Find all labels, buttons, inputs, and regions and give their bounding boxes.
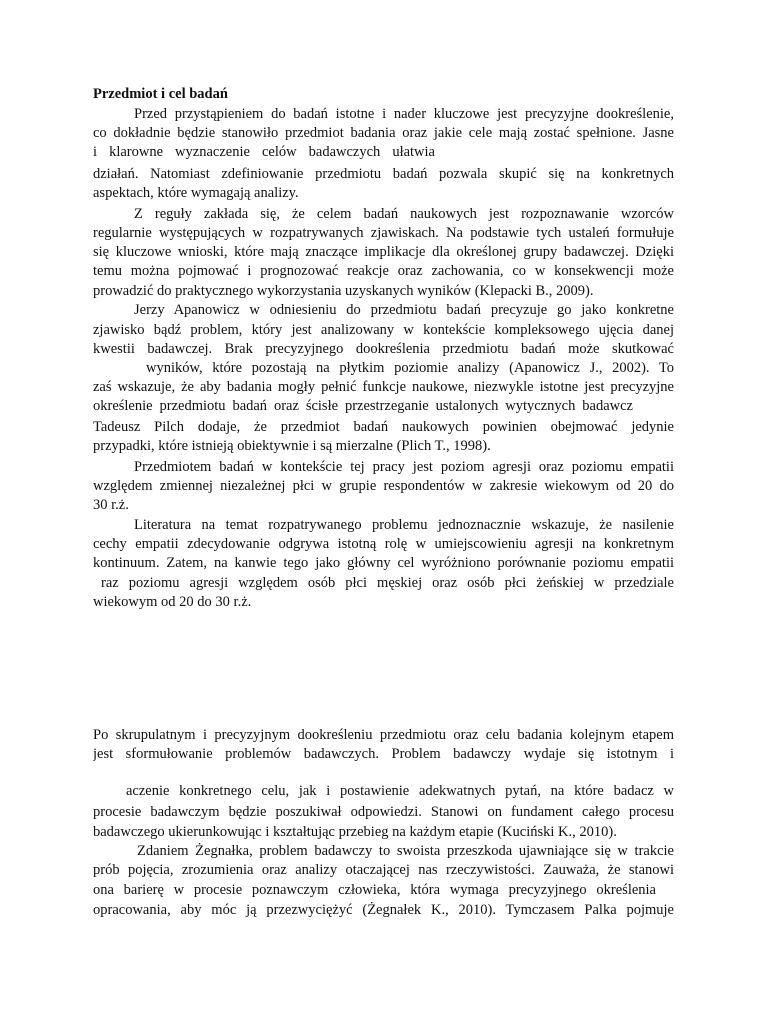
text-line: określenie przedmiotu badań oraz ścisłe przestrzeganie ustalonych wytycznych badawcz [93, 398, 633, 414]
text-line: aczenie konkretnego celu, jak i postawienie adekwatnych pytań, na które badacz w [126, 783, 674, 799]
text-line: wiekowym od 20 do 30 r.ż. [93, 594, 252, 610]
section-heading: Przedmiot i cel badań [93, 86, 228, 102]
text-line: prowadzić do praktycznego wykorzystania uzyskanych wyników (Klepacki B., 2009). [93, 283, 594, 299]
text-line: regularnie występujących w rozpatrywanych zjawiskach. Na podstawie tych ustaleń formułuje [93, 225, 674, 241]
text-line: zaś wskazuje, że aby badania mogły pełnić funkcje naukowe, niezwykle istotne jest precyzyjne [93, 379, 674, 395]
text-line: raz poziomu agresji względem osób płci męskiej oraz osób płci żeńskiej w przedziale [101, 575, 674, 591]
text-line: Tadeusz Pilch dodaje, że przedmiot badań naukowych powinien obejmować jedynie [93, 419, 674, 435]
text-line: kwestii badawczej. Brak precyzyjnego dookreślenia przedmiotu badań może skutkować [93, 341, 674, 357]
text-line: badawczego ukierunkowując i kształtując przebieg na każdym etapie (Kuciński K., 2010). [93, 824, 617, 840]
text-line: się kluczowe wnioski, które mają znaczące implikacje dla określonej grupy badawczej. Dzięki [93, 244, 674, 260]
text-line: zjawisko bądź problem, który jest analizowany w kontekście kompleksowego ujęcia danej [93, 322, 674, 338]
text-line: Zdaniem Żegnałka, problem badawczy to swoista przeszkoda ujawniające się w trakcie [137, 843, 674, 859]
text-line: przypadki, które istnieją obiektywnie i są mierzalne (Plich T., 1998). [93, 438, 491, 454]
text-line: prób pojęcia, zrozumienia oraz analizy otaczającej nas rzeczywistości. Zauważa, że stanowi [93, 862, 674, 878]
text-line: jest sformułowanie problemów badawczych. Problem badawczy wydaje się istotnym i [93, 746, 674, 762]
text-line: wyników, które pozostają na płytkim poziomie analizy (Apanowicz J., 2002). To [146, 360, 674, 376]
text-line: procesie badawczym będzie poszukiwał odpowiedzi. Stanowi on fundament całego procesu [93, 804, 674, 820]
text-line: względem zmiennej niezależnej płci w grupie respondentów w zakresie wiekowym od 20 do [93, 478, 674, 494]
text-line: Przed przystąpieniem do badań istotne i nader kluczowe jest precyzyjne dookreślenie, [134, 106, 674, 122]
text-line: działań. Natomiast zdefiniowanie przedmiotu badań pozwala skupić się na konkretnych [93, 166, 674, 182]
text-line: co dokładnie będzie stanowiło przedmiot badania oraz jakie cele mają zostać spełnione. Jasne [93, 125, 674, 141]
text-line: Po skrupulatnym i precyzyjnym dookreśleniu przedmiotu oraz celu badania kolejnym etapem [93, 727, 674, 743]
text-line: kontinuum. Zatem, na kanwie tego jako główny cel wyróżniono porównanie poziomu empatii [93, 555, 674, 571]
text-line: Jerzy Apanowicz w odniesieniu do przedmiotu badań precyzuje go jako konkretne [134, 302, 674, 318]
text-line: cechy empatii zdecydowanie odgrywa istotną rolę w umiejscowieniu agresji na konkretnym [93, 536, 674, 552]
text-line: i klarowne wyznaczenie celów badawczych ułatwia [93, 144, 435, 160]
text-line: opracowania, aby móc ją przezwyciężyć (Żegnałek K., 2010). Tymczasem Palka pojmuje [93, 902, 674, 918]
text-line: Literatura na temat rozpatrywanego problemu jednoznacznie wskazuje, że nasilenie [134, 517, 674, 533]
text-line: ona barierę w procesie poznawczym człowieka, która wymaga precyzyjnego określenia [93, 882, 656, 898]
text-line: aspektach, które wymagają analizy. [93, 185, 299, 201]
text-line: temu można pojmować i prognozować reakcje oraz zachowania, co w konsekwencji może [93, 263, 674, 279]
text-line: Z reguły zakłada się, że celem badań naukowych jest rozpoznawanie wzorców [134, 206, 674, 222]
text-line: 30 r.ż. [93, 497, 129, 513]
text-line: Przedmiotem badań w kontekście tej pracy jest poziom agresji oraz poziomu empatii [134, 459, 674, 475]
